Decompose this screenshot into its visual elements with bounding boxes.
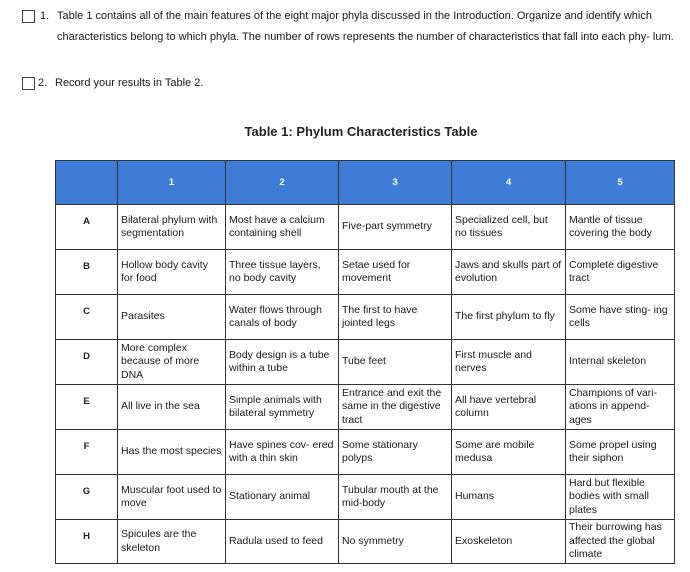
table-cell: All have vertebral column [452,385,566,430]
table-cell: More complex because of more DNA [118,340,226,385]
row-label: A [56,205,118,250]
column-header-2: 2 [226,161,339,205]
table-cell: Internal skeleton [566,340,675,385]
table-cell: Tube feet [339,340,452,385]
table-cell: Some propel using their siphon [566,430,675,475]
table-cell: Has the most species [118,430,226,475]
row-label: F [56,430,118,475]
table-row [56,205,675,250]
table-cell: Setae used for movement [339,250,452,295]
table-cell: Hard but flexible bodies with small plates [566,475,675,520]
task-number-1: 1. [40,10,50,22]
table-cell: No symmetry [339,520,452,564]
table-cell: Complete digestive tract [566,250,675,295]
task-text-2: Record your results in Table 2. [55,77,204,89]
table-cell: Body design is a tube within a tube [226,340,339,385]
table-cell: Some are mobile medusa [452,430,566,475]
table-row [56,295,675,340]
table-cell: Radula used to feed [226,520,339,564]
row-label: E [56,385,118,430]
table-cell: Parasites [118,295,226,340]
table-cell: First muscle and nerves [452,340,566,385]
table-cell: All live in the sea [118,385,226,430]
table-cell: Jaws and skulls part of evolution [452,250,566,295]
table-row [56,340,675,385]
table-row [56,250,675,295]
table-cell: Their burrowing has affected the global climate [566,520,675,564]
task-checkbox-2[interactable] [22,77,35,90]
table-title: Table 1: Phylum Characteristics Table [244,124,478,139]
table-cell: Bilateral phylum with segmentation [118,205,226,250]
table-row [56,475,675,520]
phylum-characteristics-table [55,160,675,564]
table-row [56,385,675,430]
column-header-1: 1 [118,161,226,205]
table-cell: Have spines cov- ered with a thin skin [226,430,339,475]
table-cell: Tubular mouth at the mid-body [339,475,452,520]
table-cell: The first phylum to fly [452,295,566,340]
table-cell: Humans [452,475,566,520]
table-cell: Hollow body cavity for food [118,250,226,295]
task-number-2: 2. [38,77,48,89]
row-label: C [56,295,118,340]
row-label: B [56,250,118,295]
table-cell: Stationary animal [226,475,339,520]
column-header-3: 3 [339,161,452,205]
table-cell: Champions of vari- ations in append- ages [566,385,675,430]
table-cell: Entrance and exit the same in the digestive tract [339,385,452,430]
table-cell: Five-part symmetry [339,205,452,250]
column-header-4: 4 [452,161,566,205]
table-cell: Specialized cell, but no tissues [452,205,566,250]
row-label: D [56,340,118,385]
task-text-1: Table 1 contains all of the main features of the eight major phyla discussed in the Introduction. Organize and identify which characteristics belong to which phyla. The number of rows represents the number of characteristics that fall into each phy- lum. [57,10,674,43]
table-cell: Simple animals with bilateral symmetry [226,385,339,430]
table-cell: Most have a calcium containing shell [226,205,339,250]
table-cell: The first to have jointed legs [339,295,452,340]
table-cell: Three tissue layers, no body cavity [226,250,339,295]
table-header-row [56,161,675,205]
table-row [56,430,675,475]
table-row [56,520,675,564]
table-cell: Some have sting- ing cells [566,295,675,340]
table-cell: Exoskeleton [452,520,566,564]
task-checkbox-1[interactable] [22,10,35,23]
table-cell: Spicules are the skeleton [118,520,226,564]
column-header-5: 5 [566,161,675,205]
table-cell: Some stationary polyps [339,430,452,475]
row-label: G [56,475,118,520]
row-label: H [56,520,118,564]
table-cell: Water flows through canals of body [226,295,339,340]
column-header-blank [56,161,118,205]
table-cell: Mantle of tissue covering the body [566,205,675,250]
table-cell: Muscular foot used to move [118,475,226,520]
